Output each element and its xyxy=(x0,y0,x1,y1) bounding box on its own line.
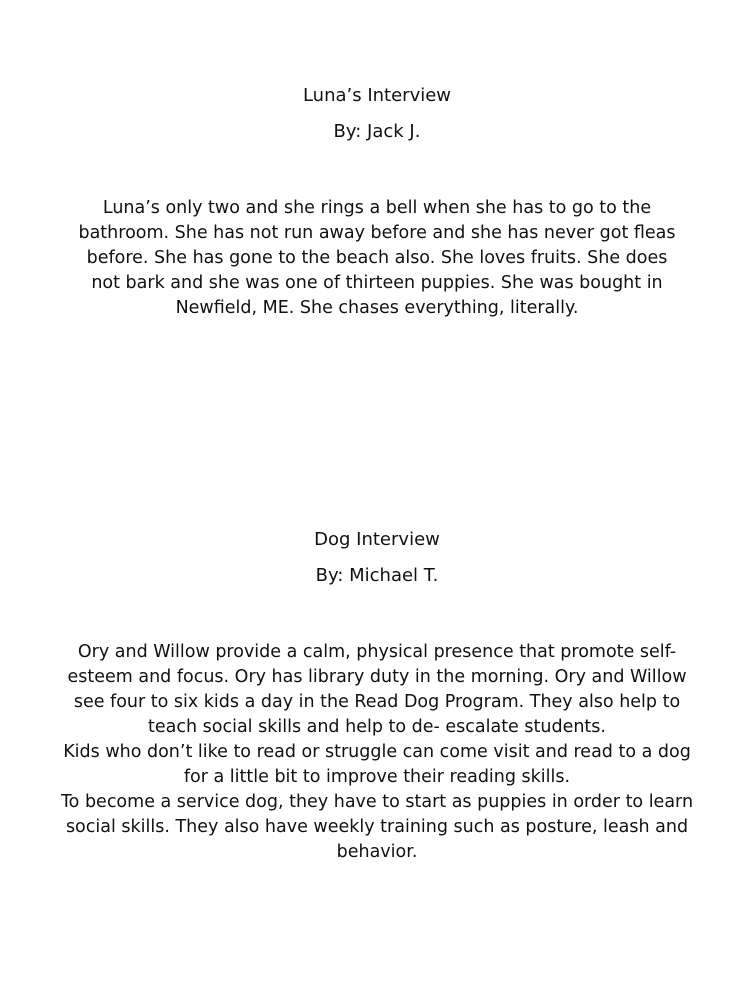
luna-interview-body: Luna’s only two and she rings a bell when she has to go to the bathroom. She has not run away before and she has never got fleas before. She has gone to the beach also. She loves fruits. She does not bark and she was one of thirteen puppies. She was bought in Newfield, ME. She chases everything, literally. xyxy=(78,198,676,318)
dog-interview-paragraph: To become a service dog, they have to start as puppies in order to learn social skills. They also have weekly training such as posture, leash and behavior. xyxy=(60,792,694,862)
dog-interview-section xyxy=(0,528,754,865)
dog-interview-paragraph: Ory and Willow provide a calm, physical presence that promote self-esteem and focus. Ory has library duty in the morning. Ory and Willow see four to six kids a day in the Read Dog Program. They also help to teach social skills and help to de- escalate students. xyxy=(67,642,687,737)
luna-interview-section xyxy=(0,84,754,321)
dog-interview-body xyxy=(57,640,697,865)
dog-interview-byline: By: Michael T. xyxy=(315,565,439,586)
luna-interview-title: Luna’s Interview xyxy=(302,85,452,106)
dog-interview-title: Dog Interview xyxy=(314,529,440,550)
luna-interview-byline: By: Jack J. xyxy=(333,121,421,142)
dog-interview-paragraph: Kids who don’t like to read or struggle can come visit and read to a dog for a little bit to improve their reading skills. xyxy=(63,742,691,787)
